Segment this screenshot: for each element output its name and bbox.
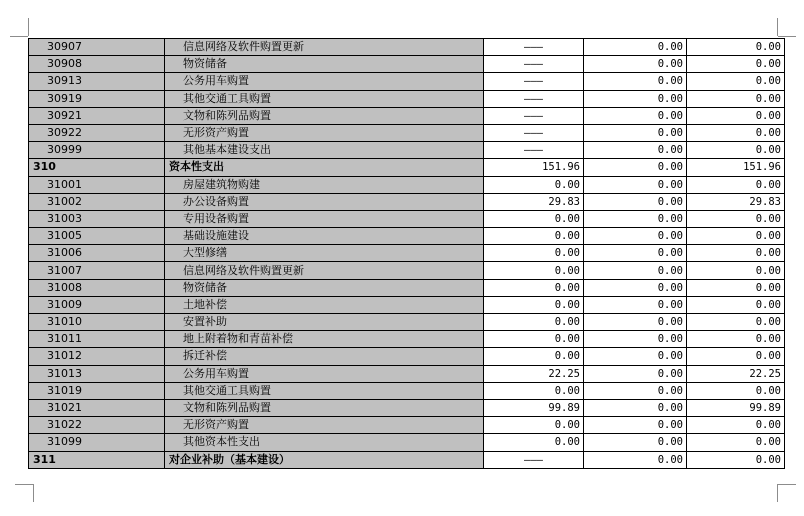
- row-value-2: 0.00: [584, 451, 687, 468]
- row-value-3: 0.00: [687, 124, 785, 141]
- row-value-1: ———: [484, 39, 584, 56]
- row-value-2: 0.00: [584, 228, 687, 245]
- row-value-3: 0.00: [687, 314, 785, 331]
- crop-mark-top-left: [28, 18, 29, 36]
- row-name: 信息网络及软件购置更新: [165, 39, 484, 56]
- row-value-1: 0.00: [484, 245, 584, 262]
- row-code: 31005: [29, 228, 165, 245]
- row-code: 31012: [29, 348, 165, 365]
- row-value-3: 151.96: [687, 159, 785, 176]
- row-code: 31013: [29, 365, 165, 382]
- row-value-2: 0.00: [584, 365, 687, 382]
- row-code: 31006: [29, 245, 165, 262]
- row-value-2: 0.00: [584, 176, 687, 193]
- row-value-1: ———: [484, 107, 584, 124]
- row-value-3: 0.00: [687, 245, 785, 262]
- row-value-1: 0.00: [484, 228, 584, 245]
- row-value-3: 0.00: [687, 262, 785, 279]
- row-value-1: ———: [484, 56, 584, 73]
- row-code: 31099: [29, 434, 165, 451]
- row-value-3: 0.00: [687, 210, 785, 227]
- table-row: [29, 296, 785, 313]
- row-name: 大型修缮: [165, 245, 484, 262]
- row-code: 30907: [29, 39, 165, 56]
- row-value-1: ———: [484, 142, 584, 159]
- row-code: 31001: [29, 176, 165, 193]
- row-code: 31002: [29, 193, 165, 210]
- row-value-3: 0.00: [687, 90, 785, 107]
- row-name: 土地补偿: [165, 296, 484, 313]
- row-name: 公务用车购置: [165, 365, 484, 382]
- row-value-3: 0.00: [687, 279, 785, 296]
- row-value-1: 151.96: [484, 159, 584, 176]
- table-row: [29, 262, 785, 279]
- crop-mark-bottom-right-h: [778, 484, 796, 485]
- row-value-2: 0.00: [584, 331, 687, 348]
- row-code: 31022: [29, 417, 165, 434]
- table-row: [29, 159, 785, 176]
- row-value-2: 0.00: [584, 159, 687, 176]
- crop-mark-top-left-h: [10, 36, 28, 37]
- row-value-3: 0.00: [687, 348, 785, 365]
- expenditure-table-body: [29, 39, 785, 469]
- row-value-2: 0.00: [584, 279, 687, 296]
- row-value-2: 0.00: [584, 245, 687, 262]
- row-name: 其他交通工具购置: [165, 382, 484, 399]
- row-value-2: 0.00: [584, 314, 687, 331]
- row-value-3: 0.00: [687, 434, 785, 451]
- table-row: [29, 451, 785, 468]
- row-name: 无形资产购置: [165, 124, 484, 141]
- row-name: 公务用车购置: [165, 73, 484, 90]
- row-name: 物资储备: [165, 279, 484, 296]
- row-code: 30913: [29, 73, 165, 90]
- row-value-2: 0.00: [584, 417, 687, 434]
- row-value-2: 0.00: [584, 210, 687, 227]
- row-value-1: 0.00: [484, 331, 584, 348]
- row-name: 办公设备购置: [165, 193, 484, 210]
- row-value-1: 22.25: [484, 365, 584, 382]
- row-name: 拆迁补偿: [165, 348, 484, 365]
- row-name: 基础设施建设: [165, 228, 484, 245]
- table-row: [29, 73, 785, 90]
- row-name: 无形资产购置: [165, 417, 484, 434]
- row-value-2: 0.00: [584, 39, 687, 56]
- row-value-1: 0.00: [484, 262, 584, 279]
- row-value-3: 99.89: [687, 399, 785, 416]
- row-value-3: 0.00: [687, 382, 785, 399]
- table-row: [29, 142, 785, 159]
- table-row: [29, 314, 785, 331]
- row-value-1: 29.83: [484, 193, 584, 210]
- row-value-3: 22.25: [687, 365, 785, 382]
- row-value-1: 0.00: [484, 210, 584, 227]
- table-row: [29, 365, 785, 382]
- table-row: [29, 107, 785, 124]
- row-value-3: 0.00: [687, 176, 785, 193]
- row-value-3: 0.00: [687, 417, 785, 434]
- table-row: [29, 245, 785, 262]
- row-name: 安置补助: [165, 314, 484, 331]
- table-row: [29, 331, 785, 348]
- row-name: 信息网络及软件购置更新: [165, 262, 484, 279]
- row-code: 30921: [29, 107, 165, 124]
- table-row: [29, 90, 785, 107]
- row-name: 其他基本建设支出: [165, 142, 484, 159]
- row-code: 31011: [29, 331, 165, 348]
- table-row: [29, 193, 785, 210]
- row-name: 文物和陈列品购置: [165, 107, 484, 124]
- row-name: 资本性支出: [165, 159, 484, 176]
- row-code: 30919: [29, 90, 165, 107]
- row-value-1: ———: [484, 124, 584, 141]
- row-value-1: 0.00: [484, 176, 584, 193]
- row-value-1: 0.00: [484, 417, 584, 434]
- row-value-1: ———: [484, 451, 584, 468]
- row-value-2: 0.00: [584, 434, 687, 451]
- row-name: 其他交通工具购置: [165, 90, 484, 107]
- row-code: 31003: [29, 210, 165, 227]
- row-name: 对企业补助（基本建设）: [165, 451, 484, 468]
- row-value-2: 0.00: [584, 399, 687, 416]
- row-value-3: 0.00: [687, 228, 785, 245]
- row-value-2: 0.00: [584, 348, 687, 365]
- crop-mark-top-right: [777, 18, 778, 36]
- row-value-3: 0.00: [687, 39, 785, 56]
- row-value-2: 0.00: [584, 193, 687, 210]
- row-value-1: 99.89: [484, 399, 584, 416]
- row-code: 31019: [29, 382, 165, 399]
- table-row: [29, 434, 785, 451]
- row-value-1: 0.00: [484, 279, 584, 296]
- row-value-1: 0.00: [484, 382, 584, 399]
- table-row: [29, 382, 785, 399]
- row-value-3: 0.00: [687, 451, 785, 468]
- row-name: 其他资本性支出: [165, 434, 484, 451]
- crop-mark-bottom-right: [777, 484, 778, 502]
- row-name: 物资储备: [165, 56, 484, 73]
- row-code: 31008: [29, 279, 165, 296]
- row-name: 地上附着物和青苗补偿: [165, 331, 484, 348]
- table-row: [29, 399, 785, 416]
- row-name: 专用设备购置: [165, 210, 484, 227]
- row-value-1: 0.00: [484, 296, 584, 313]
- row-value-1: 0.00: [484, 348, 584, 365]
- row-value-1: ———: [484, 90, 584, 107]
- row-value-3: 0.00: [687, 142, 785, 159]
- row-value-1: ———: [484, 73, 584, 90]
- row-value-3: 0.00: [687, 56, 785, 73]
- row-name: 房屋建筑物购建: [165, 176, 484, 193]
- table-row: [29, 417, 785, 434]
- row-value-3: 0.00: [687, 296, 785, 313]
- row-code: 31021: [29, 399, 165, 416]
- row-code: 31010: [29, 314, 165, 331]
- row-value-3: 0.00: [687, 331, 785, 348]
- table-row: [29, 124, 785, 141]
- crop-mark-bottom-left-h: [15, 484, 33, 485]
- row-value-2: 0.00: [584, 73, 687, 90]
- row-name: 文物和陈列品购置: [165, 399, 484, 416]
- row-code: 30999: [29, 142, 165, 159]
- row-value-3: 0.00: [687, 107, 785, 124]
- row-value-2: 0.00: [584, 124, 687, 141]
- row-code: 30908: [29, 56, 165, 73]
- row-value-2: 0.00: [584, 107, 687, 124]
- table-row: [29, 228, 785, 245]
- crop-mark-bottom-left: [33, 484, 34, 502]
- table-row: [29, 279, 785, 296]
- row-code: 31009: [29, 296, 165, 313]
- table-row: [29, 176, 785, 193]
- crop-mark-top-right-h: [778, 36, 796, 37]
- table-row: [29, 348, 785, 365]
- row-code: 31007: [29, 262, 165, 279]
- row-value-1: 0.00: [484, 314, 584, 331]
- row-value-3: 29.83: [687, 193, 785, 210]
- row-value-2: 0.00: [584, 90, 687, 107]
- table-row: [29, 210, 785, 227]
- table-row: [29, 39, 785, 56]
- expenditure-table: [28, 38, 785, 469]
- row-code: 310: [29, 159, 165, 176]
- row-value-2: 0.00: [584, 262, 687, 279]
- row-value-2: 0.00: [584, 56, 687, 73]
- row-value-2: 0.00: [584, 142, 687, 159]
- row-code: 311: [29, 451, 165, 468]
- row-value-3: 0.00: [687, 73, 785, 90]
- row-value-2: 0.00: [584, 382, 687, 399]
- row-value-2: 0.00: [584, 296, 687, 313]
- table-row: [29, 56, 785, 73]
- row-value-1: 0.00: [484, 434, 584, 451]
- row-code: 30922: [29, 124, 165, 141]
